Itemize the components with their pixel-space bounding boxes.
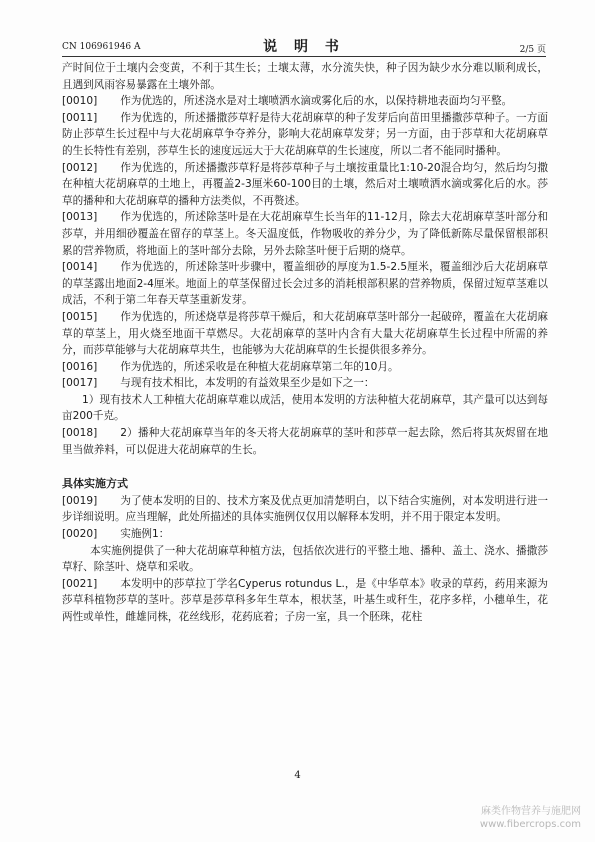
paragraph-0013	[62, 209, 548, 259]
paragraph-number: [0010]	[62, 95, 98, 108]
paragraph-number: [0017]	[62, 377, 98, 390]
doc-title: 说 明 书	[263, 39, 345, 55]
paragraph-text: 作为优选的，所述采收是在种植大花胡麻草第二年的10月。	[120, 360, 399, 373]
section-title: 具体实施方式	[62, 477, 128, 491]
paragraph-0016	[62, 359, 548, 376]
paragraph-text: 为了使本发明的目的、技术方案及优点更加清楚明白，以下结合实施例，对本发明进行进一步详细说明。应当理解，此处所描述的具体实施例仅仅用以解释本发明，并不用于限定本发明。	[62, 494, 548, 524]
paragraph-text: 实施例1：	[120, 528, 170, 541]
paragraph-0011	[62, 110, 548, 160]
paragraph-number: [0013]	[62, 211, 98, 224]
paragraph-number: [0014]	[62, 261, 98, 274]
paragraph-text: 作为优选的，所述浇水是对土壤喷洒水滴或雾化后的水，以保持耕地表面均匀平整。	[120, 95, 513, 108]
paragraph-0017	[62, 375, 548, 392]
paragraph-list-item-1: 1）现有技术人工种植大花胡麻草难以成活，使用本发明的方法种植大花胡麻草，其产量可以达到每亩200千克。	[62, 393, 548, 423]
paragraph-text: 2）播种大花胡麻草当年的冬天将大花胡麻草的茎叶和莎草一起去除，然后将其灰烬留在地里当做养料，可以促进大花胡麻草的生长。	[62, 427, 548, 456]
paragraph-0014	[62, 259, 548, 309]
paragraph-number: [0020]	[62, 528, 98, 541]
doc-number: CN 106961946 A	[62, 42, 141, 52]
paragraph-text: 作为优选的，所述除茎叶是在大花胡麻草生长当年的11-12月，除去大花胡麻草茎叶部分和莎草，并用细砂覆盖在留存的草茎上。冬天温度低，作物吸收的养分少，为了降低新陈尽量保留根部积累的营养物质，将地面上的茎叶部分去除，另外去除茎叶便于后期的烧草。	[62, 211, 548, 257]
watermark	[480, 805, 581, 831]
paragraph-number: [0019]	[62, 494, 98, 507]
document-body	[62, 60, 548, 626]
paragraph-text: 作为优选的，所述播撒莎草籽是将莎草种子与土壤按重量比1:10-20混合均匀，然后均匀撒在种植大花胡麻草的土地上，再覆盖2-3厘米60-100目的土壤，然后对土壤喷洒水滴或雾化后的水。莎草的播种和大花胡麻草的播种方法类似，不再赘述。	[62, 161, 548, 207]
page-indicator: 2/5 页	[519, 45, 546, 55]
paragraph-text: 作为优选的，所述烧草是将莎草干燥后，和大花胡麻草茎叶部分一起破碎，覆盖在大花胡麻草的草茎上，用火烧至地面干草燃尽。大花胡麻草的茎叶内含有大量大花胡麻草生长过程中所需的养分，而莎草能够与大花胡麻草共生，也能够为大花胡麻草的生长提供很多养分。	[62, 310, 548, 357]
paragraph-text: 作为优选的，所述除茎叶步骤中，覆盖细砂的厚度为1.5-2.5厘米，覆盖细沙后大花胡麻草的草茎露出地面2-4厘米。地面上的草茎保留过长会过多的消耗根部积累的营养物质，保留过短草茎难以成活，不利于第二年春天草茎重新发芽。	[62, 261, 548, 307]
paragraph-0018	[62, 425, 548, 458]
paragraph-number: [0015]	[62, 310, 98, 323]
paragraph-number: [0011]	[62, 111, 98, 124]
paragraph-0019	[62, 493, 548, 526]
paragraph-0010	[62, 93, 548, 110]
page-header	[62, 36, 546, 57]
paragraph-number: [0021]	[62, 577, 98, 590]
paragraph-0015	[62, 309, 548, 359]
paragraph-number: [0016]	[62, 360, 98, 373]
paragraph-number: [0012]	[62, 161, 98, 174]
paragraph-number: [0018]	[62, 427, 98, 440]
page-number: 4	[294, 770, 301, 781]
paragraph-text: 本发明中的莎草拉丁学名Cyperus rotundus L.，是《中华草本》收录的草药，药用来源为莎草科植物莎草的茎叶。莎草是莎草科多年生草本，根状茎，叶基生或秆生，花序多样，小穗单生，花两性或单性，雌雄同株，花丝线形，花药底着；子房一室，具一个胚珠，花柱	[62, 577, 548, 623]
watermark-line-2: www.fibercrops.com	[479, 819, 581, 830]
paragraph-cont: 产时间位于土壤内会变黄，不利于其生长；土壤太薄，水分流失快，种子因为缺少水分难以顺利成长，且遇到风雨容易暴露在土壤外部。	[62, 62, 548, 91]
paragraph-0020	[62, 526, 548, 543]
paragraph-text: 作为优选的，所述播撒莎草籽是待大花胡麻草的种子发芽后向苗田里播撒莎草种子。一方面防止莎草生长过程中与大花胡麻草争夺养分，影响大花胡麻草发芽；另一方面，由于莎草和大花胡麻草的生长特性有差别，莎草生长的速度远远大于大花胡麻草的生长速度，所以二者不能同时播种。	[62, 111, 548, 157]
paragraph-0012	[62, 160, 548, 210]
paragraph-text: 与现有技术相比，本发明的有益效果至少是如下之一：	[120, 377, 375, 390]
paragraph-example-intro: 本实施例提供了一种大花胡麻草种植方法，包括依次进行的平整土地、播种、盖土、浇水、播撒莎草籽、除茎叶、烧草和采收。	[62, 544, 548, 574]
paragraph-0021	[62, 576, 548, 626]
watermark-line-1: 麻类作物营养与施肥网	[481, 806, 581, 817]
